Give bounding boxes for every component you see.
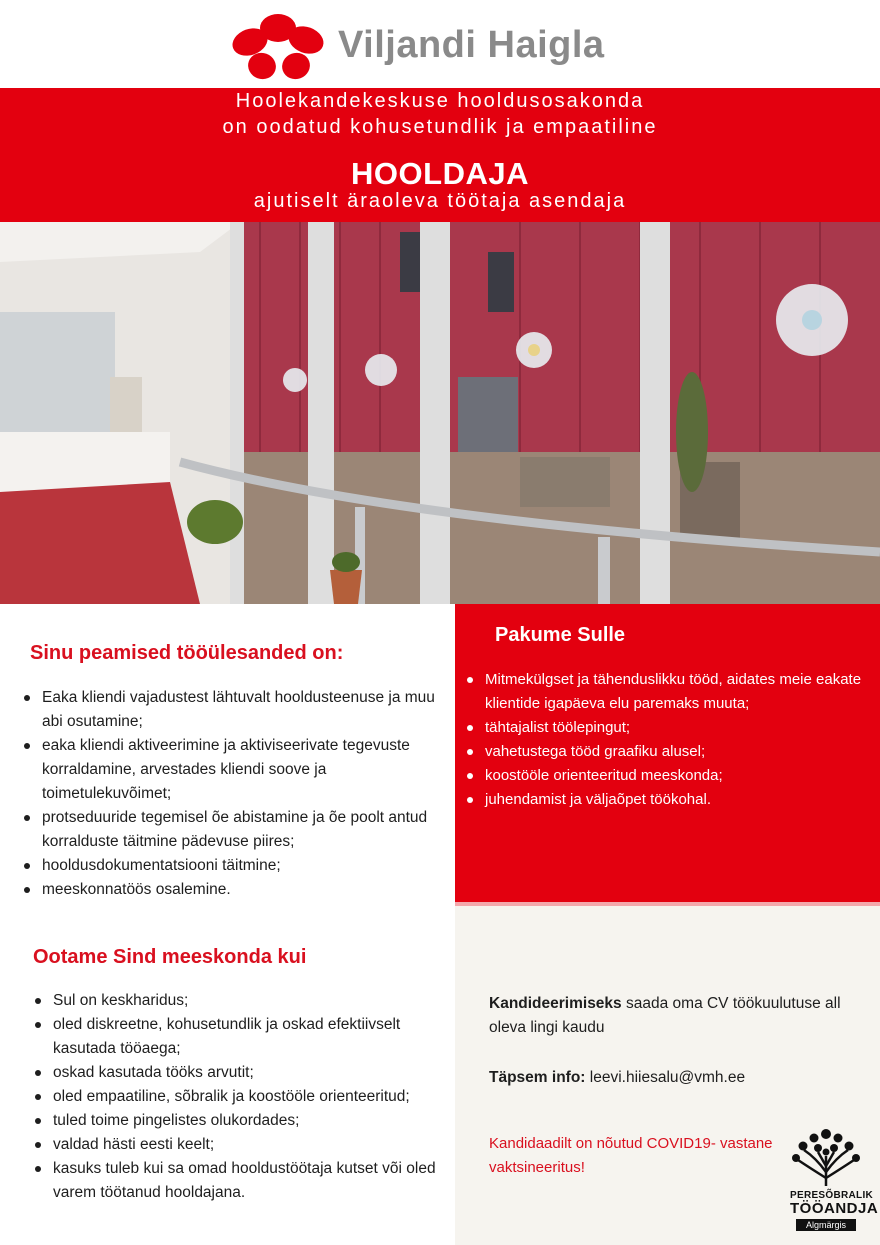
tree-of-people-icon: [790, 1128, 862, 1190]
list-item: juhendamist ja väljaõpet töökohal.: [465, 788, 873, 812]
job-title: HOOLDAJA: [351, 156, 529, 191]
apply-text: saada oma CV töökuulutuse all oleva lingi kaudu: [489, 995, 841, 1036]
list-item: tähtajalist töölepingut;: [465, 716, 873, 740]
list-item: oskad kasutada tööks arvutit;: [33, 1061, 448, 1085]
list-item: protseduuride tegemisel õe abistamine ja õe poolt antud korralduste täitmine pädevuse piires;: [22, 806, 447, 854]
duties-heading: Sinu peamised tööülesanded on:: [30, 642, 344, 664]
list-item: koostööle orienteeritud meeskonda;: [465, 764, 873, 788]
header-logo-bar: [0, 0, 880, 88]
banner-line-2: on oodatud kohusetundlik ja empaatiline: [222, 116, 658, 138]
requirements-list: [33, 989, 448, 1205]
offer-heading: Pakume Sulle: [495, 624, 626, 646]
list-item: meeskonnatöös osalemine.: [22, 878, 447, 902]
contact-email: leevi.hiiesalu@vmh.ee: [585, 1069, 746, 1086]
offer-panel: [455, 604, 880, 902]
red-flower-logo-icon: [228, 10, 328, 82]
left-column: [0, 604, 455, 1245]
badge-line-2: TÖÖANDJA: [790, 1200, 879, 1217]
badge-line-3: Algmärgis: [796, 1219, 856, 1231]
offer-list: [465, 668, 873, 812]
contact-info: [489, 1066, 849, 1090]
list-item: oled empaatiline, sõbralik ja koostööle orienteeritud;: [33, 1085, 448, 1109]
duties-list: [22, 686, 447, 902]
list-item: Sul on keskharidus;: [33, 989, 448, 1013]
list-item: tuled toime pingelistes olukordades;: [33, 1109, 448, 1133]
requirements-heading: Ootame Sind meeskonda kui: [33, 946, 307, 968]
apply-instructions: [489, 992, 849, 1040]
logo-wordmark: Viljandi Haigla: [338, 24, 605, 66]
badge-line-1: PERESÕBRALIK: [790, 1190, 874, 1201]
family-friendly-employer-badge: [790, 1128, 879, 1232]
contact-label: Täpsem info:: [489, 1069, 586, 1086]
covid-requirement: Kandidaadilt on nõutud COVID19- vastane vaktsineeritus!: [489, 1135, 773, 1176]
list-item: eaka kliendi aktiveerimine ja aktiviseerivate tegevuste korraldamine, arvestades kliendi soove ja toimetulekuvõimet;: [22, 734, 447, 806]
corridor-photo: [0, 222, 880, 604]
job-subtitle: ajutiselt äraoleva töötaja asendaja: [253, 190, 627, 212]
banner-line-1: Hoolekandekeskuse hooldusosakonda: [235, 90, 645, 112]
list-item: oled diskreetne, kohusetundlik ja oskad efektiivselt kasutada tööaega;: [33, 1013, 448, 1061]
list-item: vahetustega tööd graafiku alusel;: [465, 740, 873, 764]
list-item: valdad hästi eesti keelt;: [33, 1133, 448, 1157]
list-item: hooldusdokumentatsiooni täitmine;: [22, 854, 447, 878]
apply-label: Kandideerimiseks: [489, 995, 622, 1012]
list-item: kasuks tuleb kui sa omad hooldustöötaja kutset või oled varem töötanud hooldajana.: [33, 1157, 448, 1205]
list-item: Eaka kliendi vajadustest lähtuvalt hooldusteenuse ja muu abi osutamine;: [22, 686, 447, 734]
list-item: Mitmekülgset ja tähenduslikku tööd, aidates meie eakate klientide igapäeva elu paremaks muuta;: [465, 668, 873, 716]
title-banner: [0, 88, 880, 222]
